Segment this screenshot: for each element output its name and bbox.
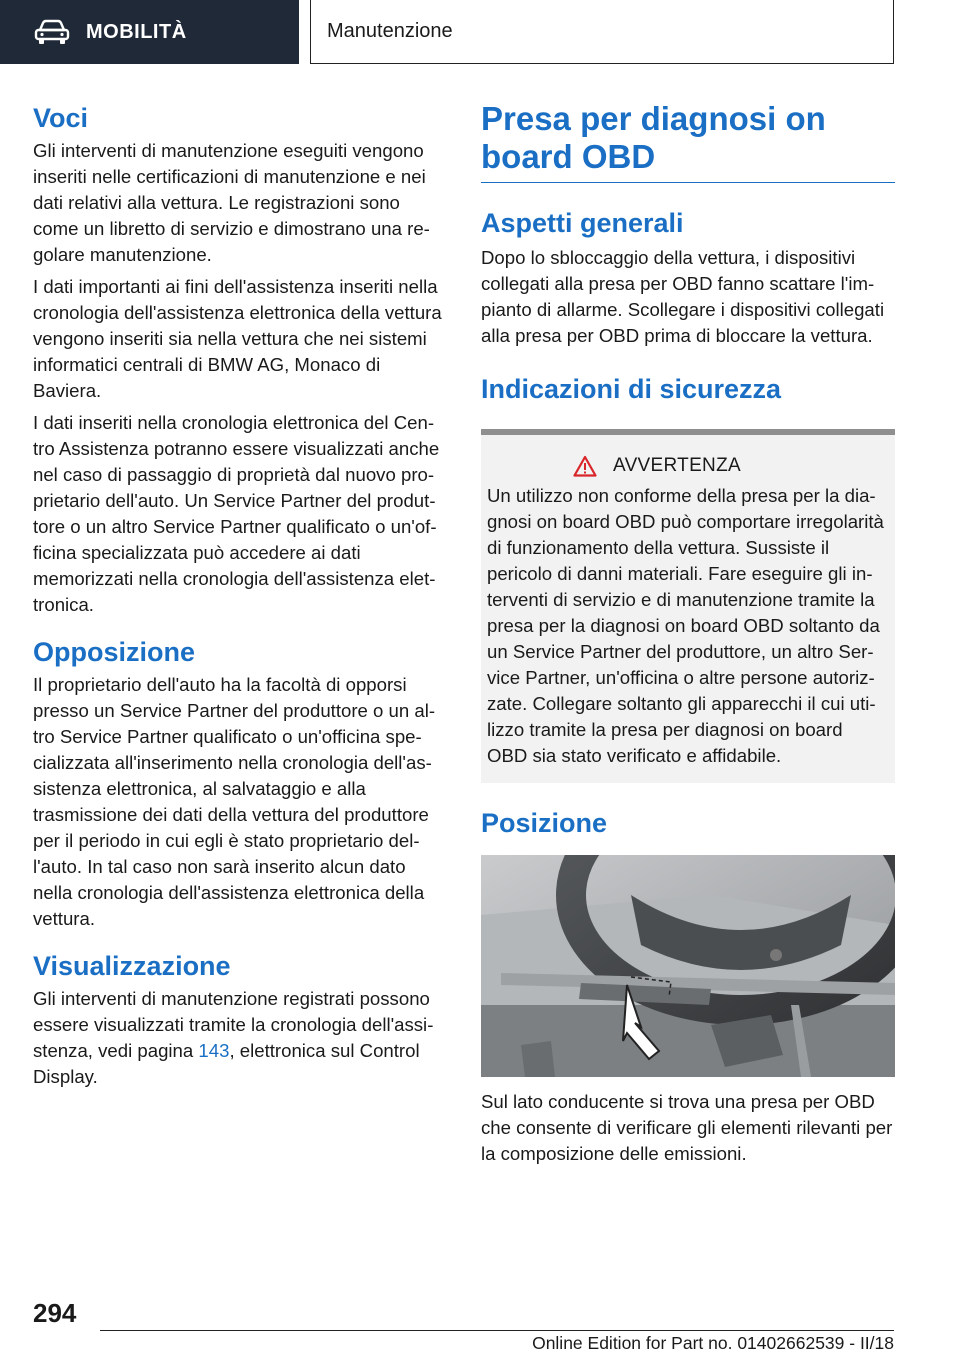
left-column — [33, 100, 445, 1106]
heading-indicazioni-sicurezza: Indicazioni di sicurezza — [481, 374, 782, 404]
page-link[interactable]: 143 — [198, 1040, 230, 1061]
section-label: MOBILITÀ — [86, 20, 187, 43]
section-tab[interactable] — [0, 0, 299, 64]
warning-box — [481, 429, 895, 783]
obd-location-photo — [481, 855, 895, 1077]
heading-voci: Voci — [33, 103, 89, 133]
page-title: Presa per diagnosi on board OBD — [481, 100, 895, 183]
paragraph: I dati inseriti nella cronologia elettronica del Centro Assistenza potranno essere visualizzati anche nel caso di passaggio di proprietà dal nuovo proprietario dell'auto. Un Service Partner del produttore o un altro Service Partner qualificato o un'officina specializzata può accedere ai dati memorizzati nella cronologia dell'assistenza elettronica. — [33, 412, 440, 615]
footer-divider — [100, 1330, 894, 1331]
section-opposizione — [33, 634, 445, 932]
text-after-link: , elettronica sul Control Display. — [33, 1040, 420, 1087]
warning-text: Un utilizzo non conforme della presa per la diagnosi on board OBD può comportare irregolarità di funzionamento della vettura. Sussiste il pericolo di danni materiali. Fare eseguire gli interventi di servizio e di manutenzione tramite la presa per la diagnosi on board OBD soltanto da un Service Partner del produttore, un altro Service Partner, un'officina o altre persone autorizzate. Collegare soltanto gli apparecchi il cui utilizzo tramite la presa per diagnosi on board OBD sia stato verificato e affidabile. — [487, 485, 884, 766]
edition-info: Online Edition for Part no. 01402662539 - II/18 — [532, 1333, 894, 1353]
paragraph: I dati importanti ai fini dell'assistenza inseriti nella cronologia dell'assistenza elettronica della vettura vengono inseriti sia nella vettura che nei sistemi informatici centrali di BMW AG, Monaco di Baviera. — [33, 276, 442, 401]
heading-visualizzazione: Visualizzazione — [33, 951, 231, 981]
photo-caption: Sul lato conducente si trova una presa per OBD che consente di verificare gli elementi rilevanti per la composizione delle emissioni. — [481, 1091, 893, 1164]
section-visualizzazione — [33, 948, 445, 1090]
paragraph — [33, 986, 445, 1090]
right-column — [481, 100, 895, 1173]
text-before-link: Gli interventi di manutenzione registrati possono essere visualizzati tramite la cronologia dell'assistenza, vedi pagina — [33, 988, 434, 1061]
section-voci — [33, 100, 445, 618]
heading-posizione: Posizione — [481, 808, 608, 838]
heading-aspetti-generali: Aspetti generali — [481, 208, 684, 238]
paragraph: Dopo lo sbloccaggio della vettura, i dispositivi collegati alla presa per OBD fanno scattare l'impianto di allarme. Scollegare i dispositivi collegati alla presa per OBD prima di bloccare la vettura. — [481, 247, 885, 346]
warning-header — [487, 455, 887, 477]
car-icon — [34, 18, 70, 46]
paragraph: Il proprietario dell'auto ha la facoltà di opporsi presso un Service Partner del produttore o un altro Service Partner qualificato o un'officina specializzata all'inserimento nella cronologia dell'assistenza elettronica, al salvataggio e alla trasmissione dei dati della vettura del produttore per il periodo in cui egli è stato proprietario dell'auto. In tal caso non sarà inserito alcun dato nella cronologia dell'assistenza elettronica della vettura. — [33, 674, 436, 929]
warning-triangle-icon — [573, 455, 597, 477]
paragraph: Gli interventi di manutenzione eseguiti vengono inseriti nelle certificazioni di manutenzione e nei dati relativi alla vettura. Le registrazioni sono come un libretto di servizio e dimostrano una regolare manutenzione. — [33, 140, 430, 265]
chapter-title: Manutenzione — [310, 0, 894, 64]
heading-opposizione: Opposizione — [33, 637, 195, 667]
warning-label: AVVERTENZA — [613, 455, 741, 476]
page-number: 294 — [33, 1298, 77, 1328]
